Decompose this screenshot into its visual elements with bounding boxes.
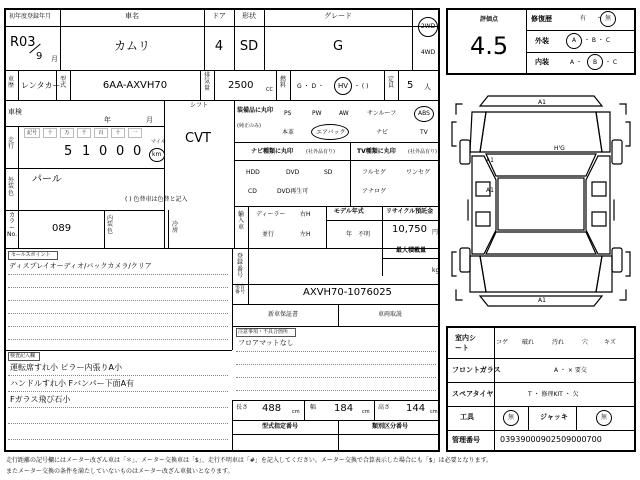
maxload-unit: kg xyxy=(432,267,440,274)
sales-point-text: ディスプレイオーディオ/バックカメラ/クリア xyxy=(9,262,152,270)
navi-dvd-play: DVD再生可 xyxy=(277,188,309,195)
fuel-label: 燃料 xyxy=(279,76,286,90)
notes-label: 注意事項・不具合箇所 xyxy=(238,329,289,335)
inspector-label: 検査記入欄 xyxy=(10,353,36,359)
jack-label: ジャッキ xyxy=(540,413,568,421)
equipment-sub: (純正のみ) xyxy=(237,123,261,129)
width-unit: cm xyxy=(362,409,370,415)
navi-cd: CD xyxy=(248,188,257,195)
door-label: ドア xyxy=(212,12,226,20)
damage-diagram xyxy=(446,82,636,322)
jack-value: 無 xyxy=(600,414,608,421)
inspector-line-3: Fガラス飛び石小 xyxy=(10,395,71,404)
mileage-digit: 0 xyxy=(99,144,108,159)
equip-leather: 本革 xyxy=(282,129,295,136)
digit-label: 一 xyxy=(128,128,142,138)
cap-label: 定員 xyxy=(387,76,394,90)
use-type: レンタカー xyxy=(21,81,61,90)
repair-yes: 有 xyxy=(580,15,587,22)
tools-value: 無 xyxy=(507,414,515,421)
model-code: 6AA-AXVH70 xyxy=(102,80,168,91)
digit-label: 百 xyxy=(94,128,108,138)
damage-a1: A1 xyxy=(486,157,494,164)
seat-scratch: キズ xyxy=(604,339,616,346)
int-grade-label: 内装 xyxy=(535,58,549,66)
color-no: 089 xyxy=(52,223,72,234)
width-label: 幅 xyxy=(310,404,317,411)
reg-date-label: 初年度登録年月 xyxy=(9,13,52,20)
capacity: 5 xyxy=(407,80,414,91)
damage-a1: A1 xyxy=(538,99,546,106)
car-name: カムリ xyxy=(113,39,151,53)
import-left: 左H xyxy=(300,231,311,238)
mileage-digit: 0 xyxy=(133,144,142,159)
front-glass-label: フロントガラス xyxy=(452,366,501,374)
spare-label: スペアタイヤ xyxy=(452,390,494,398)
mileage-digit: 0 xyxy=(116,144,125,159)
exterior-label: 外装色 xyxy=(7,177,14,197)
recycle-fee: 10,750 xyxy=(392,224,427,235)
mileage-digit: 1 xyxy=(82,144,91,159)
mileage-unit-mile: マイル xyxy=(151,139,166,145)
tv-label: TV種類に丸印 xyxy=(357,148,396,155)
inspector-line-2: ハンドルすれ小 Fバンパー下面A有 xyxy=(10,379,135,388)
front-glass-value: A ・ × 要交 xyxy=(554,367,587,374)
recycle-unit: 円 xyxy=(432,229,439,236)
seat-tear: 破れ xyxy=(522,339,535,346)
chassis-label: 車台番号 xyxy=(234,284,245,296)
drive-4wd: 4WD xyxy=(420,49,436,56)
reg-year: R03 xyxy=(10,35,36,50)
drive-2wd: 2WD xyxy=(420,23,436,30)
tools-label: 工具 xyxy=(460,413,474,421)
manual-label: 車両取説 xyxy=(378,311,403,318)
navi-dvd: DVD xyxy=(286,169,300,176)
navi-hdd: HDD xyxy=(246,169,260,176)
digit-label: 記号 xyxy=(24,128,40,138)
seat-burn: コゲ xyxy=(496,339,509,346)
chassis-no: AXVH70-1076025 xyxy=(303,287,392,298)
reg-month: 9 xyxy=(36,51,43,62)
notes-text: フロアマットなし xyxy=(238,339,294,347)
navi-sub: (社外品有り) xyxy=(306,149,335,155)
repair-label: 修復歴 xyxy=(531,15,552,23)
body-shape: SD xyxy=(239,39,259,54)
sales-point-label: セールスポイント xyxy=(11,252,51,258)
seat-hole: 穴 xyxy=(582,339,589,346)
navi-label: ナビ種類に丸印 xyxy=(251,148,294,155)
damage-a1: A1 xyxy=(486,187,494,194)
length-label: 長さ xyxy=(236,404,249,411)
score-label: 評価点 xyxy=(480,16,499,23)
exterior-color: パール xyxy=(32,174,62,185)
equip-pw: PW xyxy=(312,110,322,117)
car-name-label: 車名 xyxy=(125,12,139,20)
interior-color-label: 内装色 xyxy=(106,215,113,235)
import-dealer: ディーラー xyxy=(256,211,286,218)
inspection-month: 月 xyxy=(146,116,153,124)
mileage-label: 走行 xyxy=(7,137,14,151)
mileage-digit: 5 xyxy=(64,144,73,159)
equip-sunroof: サンルーフ xyxy=(367,110,397,117)
warranty-label: 新車保証書 xyxy=(268,311,299,318)
tv-analog: アナログ xyxy=(362,188,387,195)
damage-a1: A1 xyxy=(538,297,546,304)
tv-oneseg: ワンセグ xyxy=(406,169,431,176)
cap-unit: 人 xyxy=(424,83,431,91)
height-label: 高さ xyxy=(378,404,391,411)
equip-abs: ABS xyxy=(418,110,430,117)
equip-ps: PS xyxy=(284,110,292,117)
damage-hg: H'G xyxy=(554,145,565,152)
digit-label: 十 xyxy=(111,128,125,138)
equip-navi: ナビ xyxy=(376,129,389,136)
reg-no-label: 登録番号 xyxy=(236,253,243,279)
disp-label: 排気量 xyxy=(203,72,210,92)
mileage-unit-km: km xyxy=(152,151,162,158)
equip-tv: TV xyxy=(420,129,428,136)
shift-label: シフト xyxy=(190,102,209,109)
door-count: 4 xyxy=(214,39,224,54)
ext-grade-rest: ・ B ・ C xyxy=(584,37,611,44)
fuel-hv: HV xyxy=(337,82,349,90)
grade: G xyxy=(332,39,344,54)
inspection-year: 年 xyxy=(104,116,111,124)
int-grade-rest: ・ C xyxy=(605,59,618,66)
model-year-label: モデル年式 xyxy=(334,208,364,215)
digit-label: 十 xyxy=(43,128,57,138)
equipment-label: 装備品に丸印 xyxy=(237,107,274,114)
mgmt-number: 03939000902509000700 xyxy=(500,435,602,444)
height: 144 xyxy=(406,403,426,414)
fuel-options: G ・ D ・ xyxy=(297,83,324,90)
length-unit: cm xyxy=(292,409,300,415)
spare-value: T ・ 修理KIT ・ 欠 xyxy=(528,391,579,398)
model-year: 年 不明 xyxy=(346,231,371,238)
seat-dirt: 汚れ xyxy=(552,339,565,346)
cold-label: 冷房 xyxy=(171,221,178,235)
model-label: 型式 xyxy=(59,76,66,90)
int-grade-b: B xyxy=(592,59,598,66)
color-no-label: カラーNo. xyxy=(7,212,17,238)
inspection-label: 車検 xyxy=(8,108,22,116)
repair-sep: ・ xyxy=(596,15,603,22)
mgmt-label: 管理番号 xyxy=(452,436,480,444)
tv-fullseg: フルセグ xyxy=(362,169,386,176)
exterior-note: ( ) 色替車は色替と記入 xyxy=(125,196,188,203)
disp-unit: CC xyxy=(266,87,273,93)
footer-line-1: 走行距離の記号欄にはメーター改ざん車は「＊」、メーター交換車は「$」、走行不明車は「#」を記入してください。メーター交換で合算表示した場合にも「$」は必要となります。 xyxy=(6,457,493,464)
int-grade-a: A ・ xyxy=(570,59,583,66)
mileage-digits xyxy=(24,142,154,162)
tv-sub: (社外品有り) xyxy=(408,149,437,155)
mileage-digit-labels xyxy=(24,128,152,137)
displacement: 2500 xyxy=(228,80,254,91)
digit-label: 万 xyxy=(60,128,74,138)
grade-label: グレード xyxy=(324,12,352,20)
height-unit: cm xyxy=(430,409,438,415)
import-label: 輸入車 xyxy=(237,211,244,231)
type-no-label: 型式指定番号 xyxy=(262,423,299,430)
import-right: 右H xyxy=(300,211,311,218)
fuel-other: ・ ( ) xyxy=(354,83,369,90)
import-parallel: 並行 xyxy=(262,231,275,238)
use-label: 車歴 xyxy=(7,76,14,90)
ext-grade-label: 外装 xyxy=(535,37,549,45)
equip-aw: AW xyxy=(339,110,349,117)
maxload-label: 最大積載量 xyxy=(396,247,427,254)
width: 184 xyxy=(334,403,354,414)
inspector-line-1: 運転席すれ小 ピラー内張りA小 xyxy=(10,363,123,372)
length: 488 xyxy=(262,403,282,414)
seat-label: 室内シート xyxy=(455,334,476,352)
reg-month-unit: 月 xyxy=(51,55,58,63)
shift-type: CVT xyxy=(185,131,211,146)
digit-label: 千 xyxy=(77,128,91,138)
class-no-label: 類別区分番号 xyxy=(372,423,409,430)
recycle-label: リサイクル預託金 xyxy=(386,208,434,215)
equip-airbag: エアバック xyxy=(316,129,346,136)
navi-sd: SD xyxy=(324,169,333,176)
footer-line-2: またメーター交換の条件を満たしていないものはメーター改ざん車扱いとなります。 xyxy=(6,468,234,475)
ext-grade-a: A xyxy=(571,37,577,44)
eval-score: 4.5 xyxy=(470,32,509,60)
repair-no: 無 xyxy=(604,15,612,22)
shape-label: 形状 xyxy=(242,12,256,20)
